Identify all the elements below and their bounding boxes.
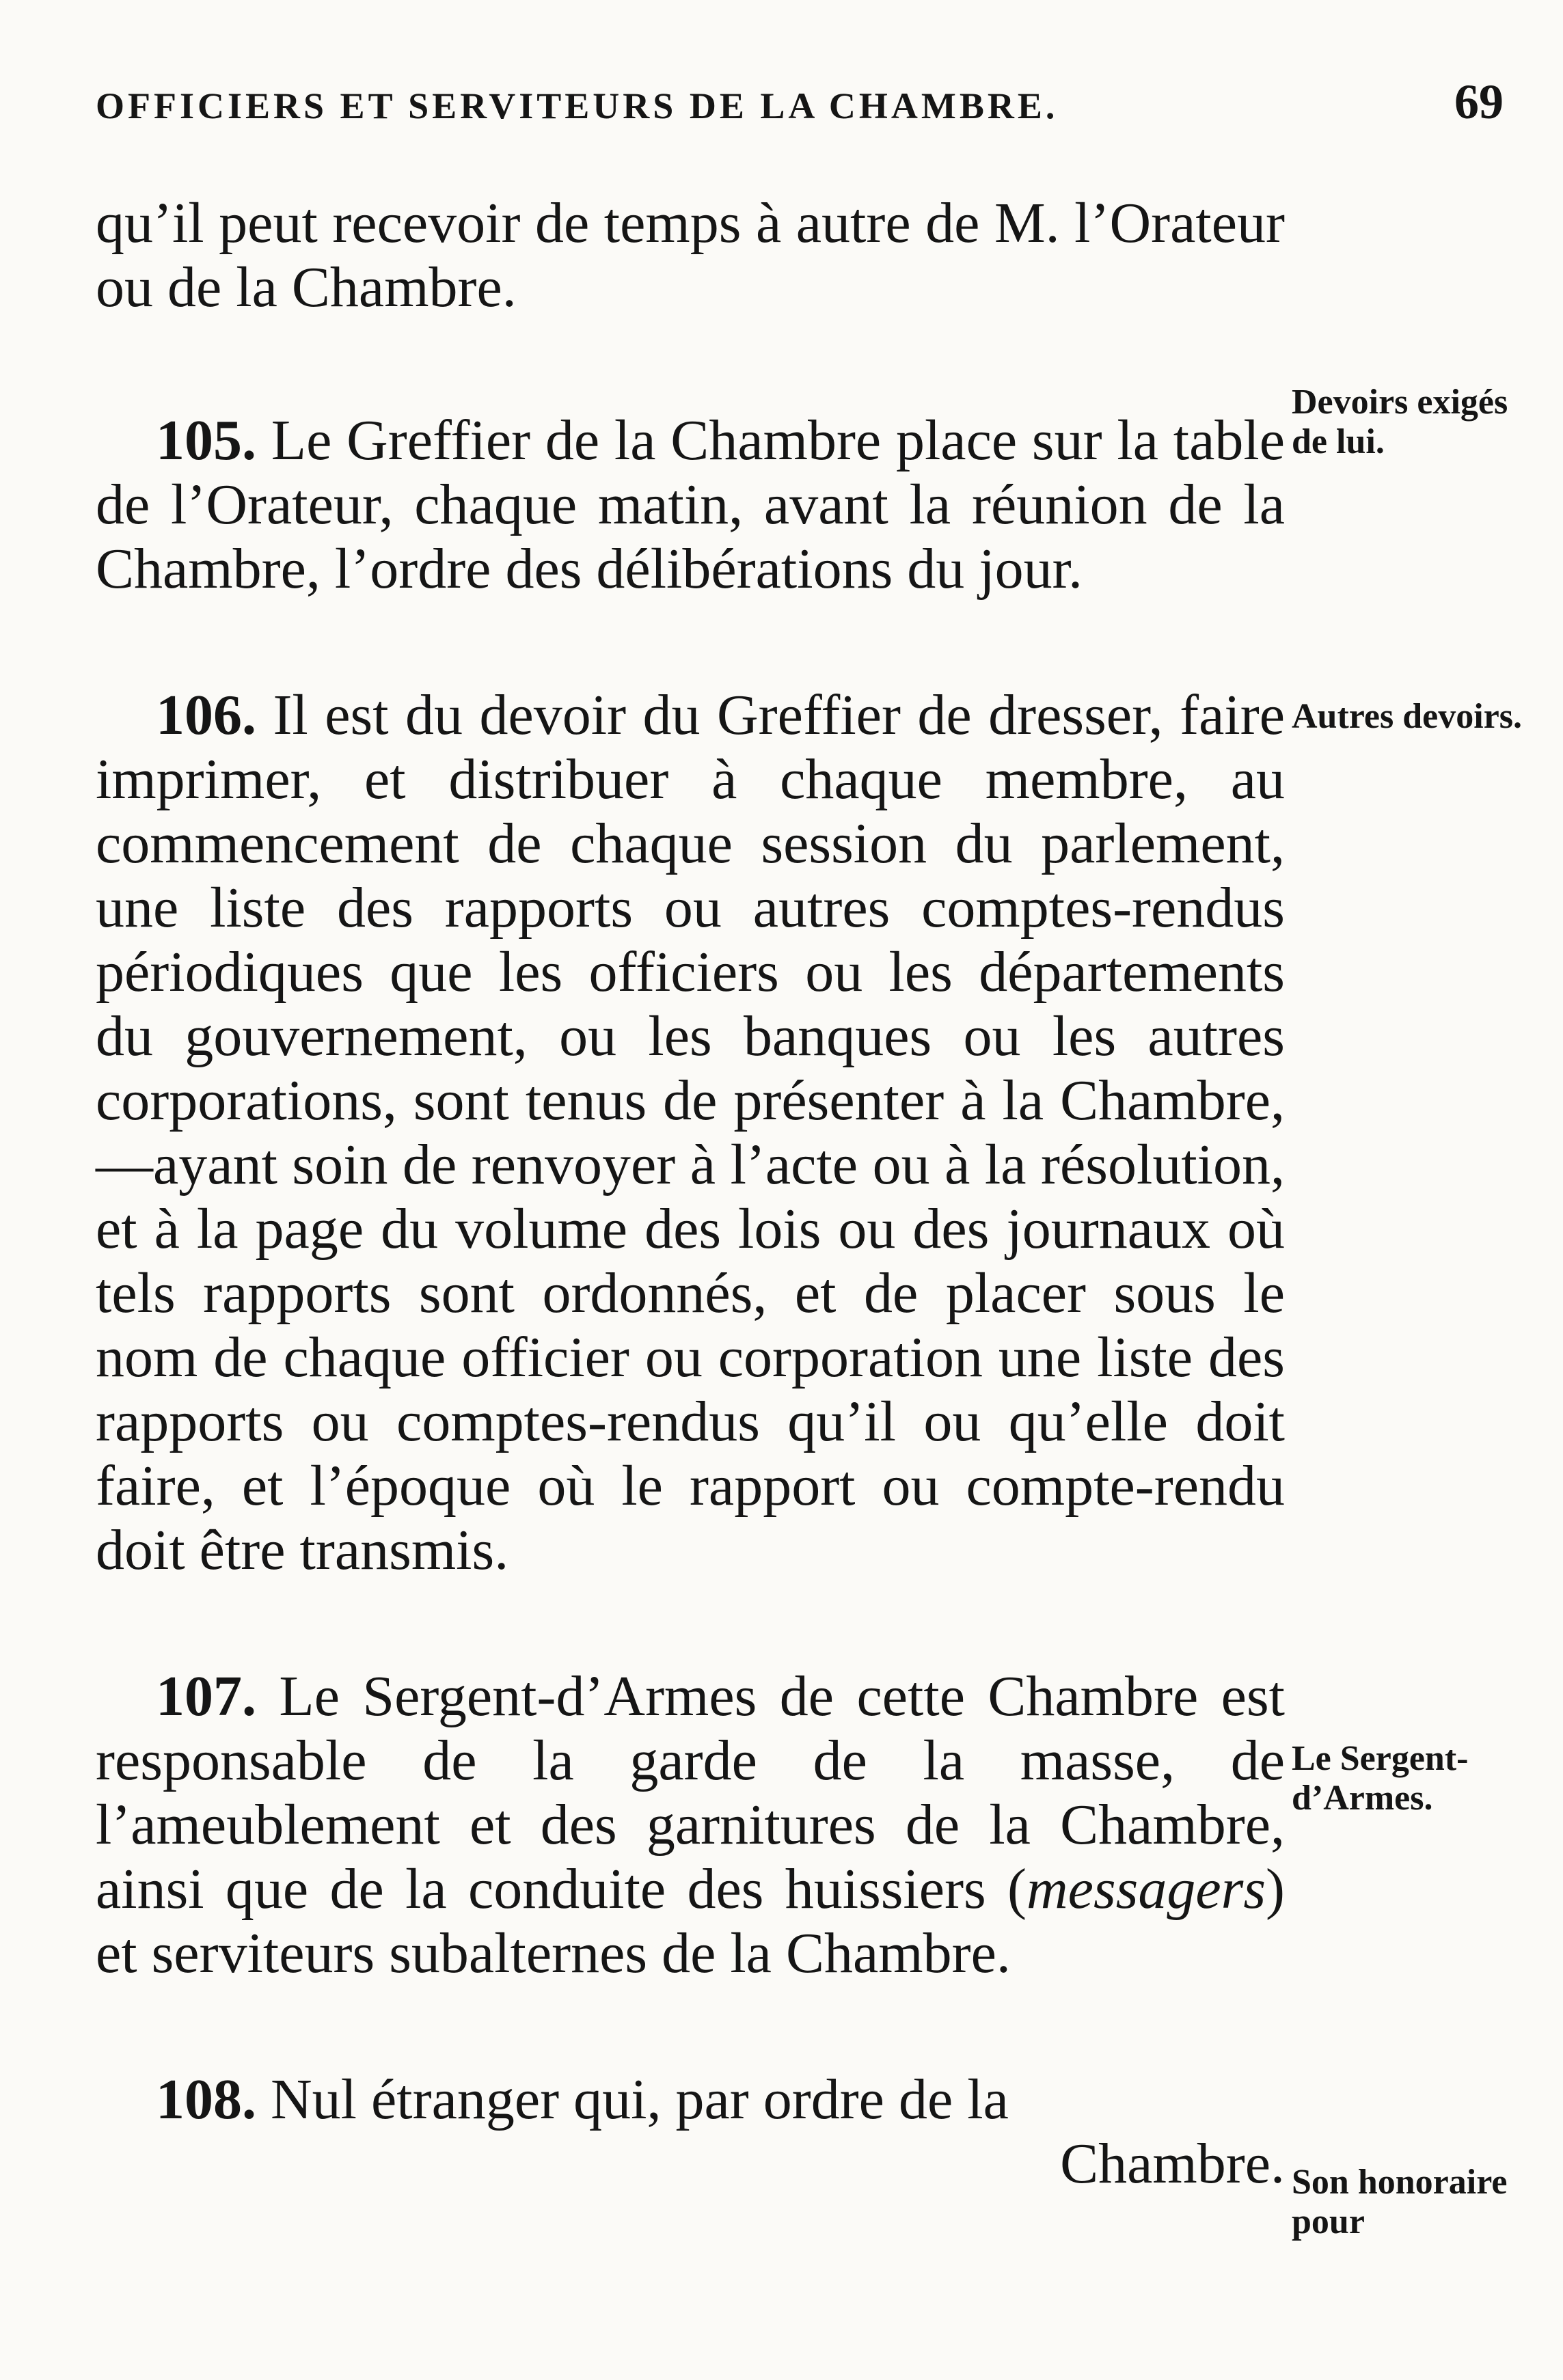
section-text: Le Greffier de la Chambre place sur la table de l’Orateur, chaque matin, avant la réunion de la Chambre, l’ordre des délibérations du jour. (96, 409, 1285, 601)
section-108-last-line: Chambre. (1060, 2132, 1285, 2196)
margin-note-107: Le Sergent-d’Armes. (1292, 1739, 1469, 1818)
section-105 (96, 409, 1285, 601)
section-text-end: ) et serviteurs subalternes de la Chambre. (96, 1857, 1285, 1985)
running-head: OFFICIERS ET SERVITEURS DE LA CHAMBRE. (96, 85, 1059, 126)
section-number: 107. (156, 1665, 256, 1728)
section-number: 106. (156, 683, 256, 747)
body-text (96, 191, 1285, 2278)
section-107 (96, 1665, 1285, 1986)
section-text: Il est du devoir du Greffier de dresser, faire imprimer, et distribuer à chaque membre, au commencement de chaque session du parlement, une liste des rapports ou autres comptes-rendus périodiques que les officiers ou les départements du gouvernement, ou les banques ou les autres corporations, sont tenus de présenter à la Chambre,—ayant soin de renvoyer à l’acte ou à la résolution, et à la page du volume des lois ou des journaux où tels rapports sont ordonnés, et de placer sous le nom de chaque officier ou corporation une liste des rapports ou comptes-rendus qu’il ou qu’elle doit faire, et l’époque où le rapport ou compte-rendu doit être transmis. (96, 683, 1285, 1582)
italic-word: messagers (1027, 1857, 1266, 1921)
section-106 (96, 683, 1285, 1583)
section-108 (96, 2068, 1285, 2196)
section-number: 105. (156, 409, 256, 472)
page-number: 69 (1454, 74, 1504, 129)
margin-note-105: Devoirs exigés de lui. (1292, 383, 1508, 461)
section-text: Nul étranger qui, par ordre de la (256, 2068, 1009, 2131)
intro-paragraph: qu’il peut recevoir de temps à autre de M. l’Orateur ou de la Chambre. (96, 191, 1285, 319)
section-number: 108. (156, 2068, 256, 2131)
section-text: Le Sergent-d’Armes de cette Chambre est responsable de la garde de la masse, de l’ameublement et des garnitures de la Chambre, ainsi que de la conduite des huissiers ( (96, 1665, 1285, 1921)
page-header (96, 74, 1504, 149)
margin-note-108: Son honoraire pour (1292, 2163, 1508, 2241)
margin-note-106: Autres devoirs. (1292, 697, 1523, 736)
